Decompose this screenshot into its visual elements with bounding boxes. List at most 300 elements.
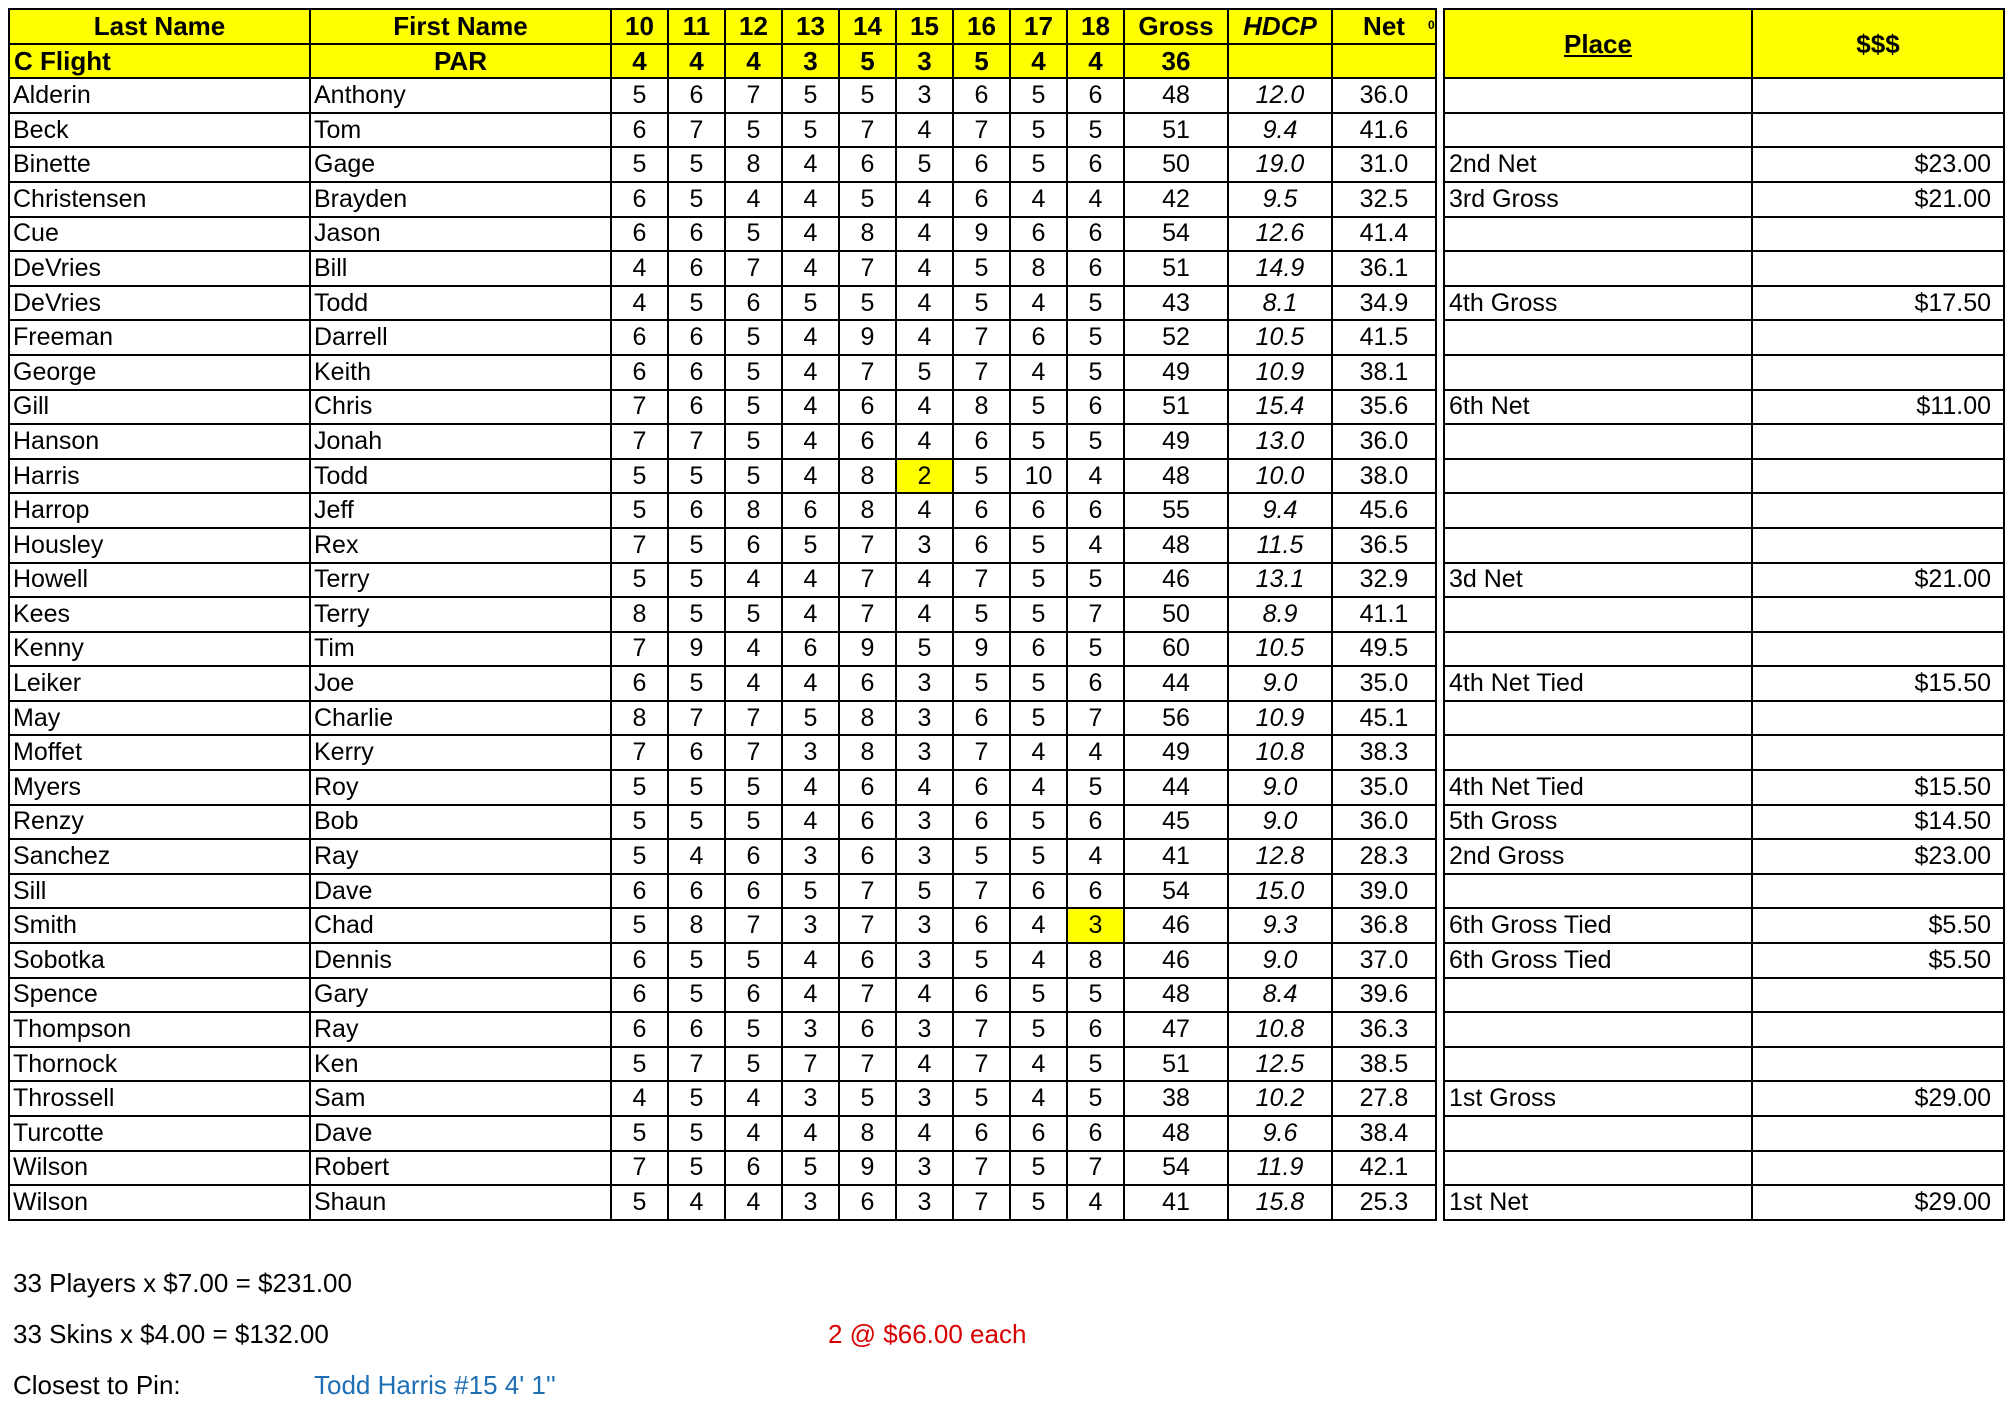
hole-score-cell: 4 — [1067, 182, 1124, 217]
hole-score-cell: 5 — [668, 1151, 725, 1186]
hdcp-cell: 9.0 — [1228, 805, 1332, 840]
hole-score-cell: 7 — [725, 251, 782, 286]
hole-score-cell: 5 — [782, 78, 839, 113]
payout-table-body — [1444, 9, 2004, 1220]
gross-cell: 50 — [1124, 147, 1228, 182]
hdcp-cell: 9.3 — [1228, 908, 1332, 943]
hole-score-cell: 9 — [839, 632, 896, 667]
first-name-cell: Roy — [310, 770, 611, 805]
hole-score-cell: 4 — [725, 563, 782, 598]
hole-score-cell: 5 — [1067, 978, 1124, 1013]
hole-score-cell: 4 — [896, 251, 953, 286]
hole-score-cell: 4 — [1010, 1081, 1067, 1116]
hole-score-cell: 6 — [1067, 493, 1124, 528]
last-name-cell: Leiker — [9, 666, 310, 701]
closest-value: Todd Harris #15 4' 1'' — [314, 1370, 556, 1400]
gross-cell: 51 — [1124, 113, 1228, 148]
money-cell — [1752, 1151, 2004, 1186]
hole-score-cell: 8 — [725, 493, 782, 528]
hdcp-cell: 9.5 — [1228, 182, 1332, 217]
gross-cell: 49 — [1124, 424, 1228, 459]
first-name-cell: Robert — [310, 1151, 611, 1186]
hole-score-cell: 6 — [668, 251, 725, 286]
payout-row — [1444, 1081, 2004, 1116]
par-value: 4 — [611, 44, 668, 79]
hole-score-cell: 6 — [782, 493, 839, 528]
hole-score-cell: 4 — [782, 563, 839, 598]
hole-score-cell: 4 — [725, 632, 782, 667]
place-cell: 3d Net — [1444, 563, 1752, 598]
players-line: 33 Players x $7.00 = $231.00 — [13, 1268, 352, 1298]
hdcp-cell: 10.5 — [1228, 632, 1332, 667]
hole-score-cell: 5 — [725, 424, 782, 459]
gross-cell: 46 — [1124, 908, 1228, 943]
first-name-cell: Jeff — [310, 493, 611, 528]
payout-row — [1444, 1185, 2004, 1220]
hole-score-cell: 6 — [953, 147, 1010, 182]
money-cell — [1752, 1012, 2004, 1047]
last-name-cell: Kenny — [9, 632, 310, 667]
hole-score-cell: 8 — [1010, 251, 1067, 286]
hole-score-cell: 4 — [896, 1047, 953, 1082]
hole-score-cell: 4 — [611, 251, 668, 286]
hole-score-cell: 5 — [953, 251, 1010, 286]
player-row — [9, 632, 1436, 667]
player-row — [9, 908, 1436, 943]
hole-score-cell: 3 — [782, 1012, 839, 1047]
money-cell — [1752, 1116, 2004, 1151]
last-name-cell: Thompson — [9, 1012, 310, 1047]
par-value: 4 — [1067, 44, 1124, 79]
net-cell: 38.0 — [1332, 459, 1436, 494]
player-row — [9, 1012, 1436, 1047]
par-value: 5 — [953, 44, 1010, 79]
hole-score-cell: 9 — [953, 217, 1010, 252]
hole-score-cell: 5 — [668, 1081, 725, 1116]
hole-header: 18 — [1067, 9, 1124, 44]
money-header: $$$ — [1752, 9, 2004, 78]
hole-score-cell: 5 — [1067, 1047, 1124, 1082]
hole-score-cell: 5 — [611, 1116, 668, 1151]
hole-score-cell: 4 — [782, 459, 839, 494]
net-cell: 49.5 — [1332, 632, 1436, 667]
place-cell — [1444, 597, 1752, 632]
player-row — [9, 251, 1436, 286]
hole-score-cell: 5 — [668, 805, 725, 840]
net-cell: 45.6 — [1332, 493, 1436, 528]
hole-score-cell: 4 — [1010, 770, 1067, 805]
place-cell — [1444, 874, 1752, 909]
money-cell — [1752, 459, 2004, 494]
score-table-body — [9, 9, 1436, 1220]
hole-score-cell: 6 — [839, 943, 896, 978]
last-name-cell: Throssell — [9, 1081, 310, 1116]
place-cell — [1444, 1116, 1752, 1151]
hole-score-cell: 8 — [839, 493, 896, 528]
first-name-cell: Anthony — [310, 78, 611, 113]
hole-score-cell: 4 — [1067, 459, 1124, 494]
hole-score-cell: 4 — [1010, 355, 1067, 390]
hole-score-cell: 5 — [782, 1151, 839, 1186]
player-row — [9, 770, 1436, 805]
hole-score-cell: 6 — [668, 1012, 725, 1047]
money-cell: $29.00 — [1752, 1081, 2004, 1116]
first-name-cell: Rex — [310, 528, 611, 563]
hole-score-cell: 7 — [782, 1047, 839, 1082]
net-cell: 38.3 — [1332, 735, 1436, 770]
player-row — [9, 528, 1436, 563]
net-cell: 28.3 — [1332, 839, 1436, 874]
hole-score-cell: 5 — [896, 874, 953, 909]
first-name-cell: Jonah — [310, 424, 611, 459]
money-cell — [1752, 528, 2004, 563]
hole-score-cell: 6 — [668, 874, 725, 909]
payout-row — [1444, 355, 2004, 390]
place-cell — [1444, 113, 1752, 148]
hdcp-cell: 11.5 — [1228, 528, 1332, 563]
hole-score-cell: 4 — [1010, 1047, 1067, 1082]
payout-row — [1444, 113, 2004, 148]
last-name-cell: Wilson — [9, 1151, 310, 1186]
gross-cell: 43 — [1124, 286, 1228, 321]
hole-score-cell: 7 — [725, 735, 782, 770]
player-row — [9, 217, 1436, 252]
place-cell — [1444, 355, 1752, 390]
player-row — [9, 147, 1436, 182]
hole-score-cell: 6 — [839, 839, 896, 874]
hdcp-cell: 10.8 — [1228, 735, 1332, 770]
hole-score-cell: 5 — [1067, 770, 1124, 805]
gross-cell: 56 — [1124, 701, 1228, 736]
net-cell: 35.0 — [1332, 770, 1436, 805]
hole-score-cell: 6 — [953, 1116, 1010, 1151]
hole-score-cell: 5 — [611, 1185, 668, 1220]
money-cell: $15.50 — [1752, 770, 2004, 805]
place-cell — [1444, 320, 1752, 355]
hole-score-cell: 5 — [1010, 424, 1067, 459]
hole-score-cell: 6 — [1010, 493, 1067, 528]
hole-score-cell: 5 — [953, 597, 1010, 632]
payout-row — [1444, 666, 2004, 701]
hole-score-cell: 5 — [782, 113, 839, 148]
money-cell — [1752, 978, 2004, 1013]
net-cell: 36.5 — [1332, 528, 1436, 563]
first-name-cell: Dave — [310, 1116, 611, 1151]
place-cell: 4th Gross — [1444, 286, 1752, 321]
hole-score-cell: 7 — [1067, 597, 1124, 632]
hole-score-cell: 6 — [611, 355, 668, 390]
hole-score-cell: 5 — [611, 1047, 668, 1082]
hdcp-cell: 10.8 — [1228, 1012, 1332, 1047]
gross-cell: 60 — [1124, 632, 1228, 667]
hole-score-cell: 4 — [896, 1116, 953, 1151]
hole-score-cell: 4 — [896, 424, 953, 459]
player-row — [9, 78, 1436, 113]
payout-row — [1444, 424, 2004, 459]
gross-cell: 41 — [1124, 839, 1228, 874]
hole-score-cell: 4 — [896, 978, 953, 1013]
hole-score-cell: 4 — [782, 355, 839, 390]
payout-row — [1444, 217, 2004, 252]
hole-header: 15 — [896, 9, 953, 44]
hole-score-cell: 6 — [668, 735, 725, 770]
score-table — [8, 8, 1437, 1221]
net-cell: 36.8 — [1332, 908, 1436, 943]
payout-row — [1444, 1151, 2004, 1186]
hole-score-cell: 5 — [1010, 113, 1067, 148]
net-cell: 41.4 — [1332, 217, 1436, 252]
hole-score-cell: 6 — [953, 78, 1010, 113]
hole-score-cell: 3 — [1067, 908, 1124, 943]
place-header-text: Place — [1564, 28, 1632, 59]
player-row — [9, 943, 1436, 978]
par-value: 3 — [782, 44, 839, 79]
hole-score-cell: 6 — [611, 874, 668, 909]
hole-score-cell: 4 — [896, 320, 953, 355]
hole-score-cell: 6 — [611, 1012, 668, 1047]
money-cell — [1752, 735, 2004, 770]
hole-score-cell: 4 — [896, 286, 953, 321]
hole-score-cell: 5 — [1010, 1185, 1067, 1220]
last-name-cell: Renzy — [9, 805, 310, 840]
hole-score-cell: 5 — [1010, 666, 1067, 701]
place-cell: 2nd Net — [1444, 147, 1752, 182]
player-row — [9, 320, 1436, 355]
money-cell — [1752, 320, 2004, 355]
place-cell: 1st Gross — [1444, 1081, 1752, 1116]
hole-score-cell: 5 — [896, 147, 953, 182]
hdcp-cell: 9.6 — [1228, 1116, 1332, 1151]
net-cell: 32.5 — [1332, 182, 1436, 217]
last-name-cell: Kees — [9, 597, 310, 632]
hole-score-cell: 5 — [668, 528, 725, 563]
hole-score-cell: 5 — [725, 355, 782, 390]
hole-score-cell: 3 — [896, 943, 953, 978]
player-row — [9, 286, 1436, 321]
player-row — [9, 459, 1436, 494]
hdcp-cell: 10.5 — [1228, 320, 1332, 355]
net-cell: 36.3 — [1332, 1012, 1436, 1047]
place-cell — [1444, 978, 1752, 1013]
first-name-cell: Keith — [310, 355, 611, 390]
hole-score-cell: 5 — [611, 839, 668, 874]
net-cell: 39.0 — [1332, 874, 1436, 909]
hole-score-cell: 4 — [782, 770, 839, 805]
money-cell: $15.50 — [1752, 666, 2004, 701]
hole-score-cell: 7 — [668, 424, 725, 459]
payout-row — [1444, 839, 2004, 874]
hole-score-cell: 5 — [725, 805, 782, 840]
hole-score-cell: 6 — [839, 1185, 896, 1220]
hole-score-cell: 4 — [782, 597, 839, 632]
net-cell: 39.6 — [1332, 978, 1436, 1013]
hole-score-cell: 3 — [896, 1151, 953, 1186]
gross-header: Gross — [1124, 9, 1228, 44]
hole-score-cell: 7 — [611, 390, 668, 425]
player-row — [9, 666, 1436, 701]
hole-score-cell: 3 — [896, 839, 953, 874]
last-name-cell: Harrop — [9, 493, 310, 528]
hole-score-cell: 5 — [1010, 805, 1067, 840]
money-cell — [1752, 355, 2004, 390]
hole-score-cell: 8 — [725, 147, 782, 182]
money-cell — [1752, 1047, 2004, 1082]
hole-score-cell: 7 — [839, 528, 896, 563]
hdcp-cell: 9.4 — [1228, 493, 1332, 528]
hdcp-cell: 12.5 — [1228, 1047, 1332, 1082]
hole-score-cell: 7 — [668, 113, 725, 148]
hole-score-cell: 6 — [611, 978, 668, 1013]
hole-score-cell: 6 — [953, 805, 1010, 840]
hole-score-cell: 7 — [611, 1151, 668, 1186]
hole-score-cell: 6 — [839, 390, 896, 425]
place-cell: 4th Net Tied — [1444, 770, 1752, 805]
gross-cell: 48 — [1124, 78, 1228, 113]
net-cell: 31.0 — [1332, 147, 1436, 182]
hole-score-cell: 5 — [1067, 355, 1124, 390]
first-name-cell: Todd — [310, 459, 611, 494]
hole-score-cell: 7 — [1067, 1151, 1124, 1186]
last-name-cell: Spence — [9, 978, 310, 1013]
net-cell: 38.4 — [1332, 1116, 1436, 1151]
hole-score-cell: 3 — [782, 735, 839, 770]
hdcp-cell: 8.4 — [1228, 978, 1332, 1013]
hole-score-cell: 3 — [896, 1081, 953, 1116]
hole-score-cell: 5 — [1067, 113, 1124, 148]
place-cell: 6th Gross Tied — [1444, 943, 1752, 978]
payout-row — [1444, 286, 2004, 321]
hole-score-cell: 4 — [896, 182, 953, 217]
payout-row — [1444, 770, 2004, 805]
hole-score-cell: 3 — [782, 1081, 839, 1116]
hole-score-cell: 5 — [668, 666, 725, 701]
hole-score-cell: 8 — [839, 459, 896, 494]
payout-row — [1444, 805, 2004, 840]
money-cell — [1752, 78, 2004, 113]
money-cell — [1752, 251, 2004, 286]
hole-score-cell: 5 — [668, 978, 725, 1013]
player-row — [9, 805, 1436, 840]
hole-score-cell: 4 — [782, 978, 839, 1013]
first-name-cell: Gary — [310, 978, 611, 1013]
first-name-cell: Terry — [310, 563, 611, 598]
hole-score-cell: 5 — [725, 459, 782, 494]
hole-score-cell: 4 — [782, 217, 839, 252]
hole-score-cell: 7 — [839, 908, 896, 943]
hole-score-cell: 6 — [839, 424, 896, 459]
last-name-cell: Freeman — [9, 320, 310, 355]
player-row — [9, 563, 1436, 598]
hole-score-cell: 7 — [725, 908, 782, 943]
last-name-cell: Christensen — [9, 182, 310, 217]
hole-header: 11 — [668, 9, 725, 44]
player-row — [9, 839, 1436, 874]
player-row — [9, 1081, 1436, 1116]
hole-score-cell: 8 — [668, 908, 725, 943]
hole-score-cell: 5 — [1010, 701, 1067, 736]
hole-score-cell: 7 — [953, 1012, 1010, 1047]
first-name-cell: Jason — [310, 217, 611, 252]
hdcp-cell: 14.9 — [1228, 251, 1332, 286]
hole-score-cell: 3 — [896, 528, 953, 563]
payout-row — [1444, 78, 2004, 113]
gross-cell: 51 — [1124, 251, 1228, 286]
hole-score-cell: 6 — [1010, 874, 1067, 909]
money-cell: $23.00 — [1752, 839, 2004, 874]
hole-score-cell: 7 — [953, 1185, 1010, 1220]
hole-score-cell: 5 — [1010, 528, 1067, 563]
hole-score-cell: 4 — [1067, 735, 1124, 770]
hole-score-cell: 8 — [953, 390, 1010, 425]
money-cell: $14.50 — [1752, 805, 2004, 840]
hole-score-cell: 5 — [1010, 597, 1067, 632]
last-name-cell: Cue — [9, 217, 310, 252]
gross-cell: 44 — [1124, 666, 1228, 701]
last-name-cell: Smith — [9, 908, 310, 943]
par-value: 4 — [668, 44, 725, 79]
gross-cell: 42 — [1124, 182, 1228, 217]
hdcp-cell: 10.0 — [1228, 459, 1332, 494]
player-row — [9, 424, 1436, 459]
hole-score-cell: 5 — [839, 182, 896, 217]
gross-cell: 46 — [1124, 563, 1228, 598]
player-row — [9, 874, 1436, 909]
first-name-cell: Dave — [310, 874, 611, 909]
hole-score-cell: 7 — [611, 528, 668, 563]
hole-score-cell: 5 — [1067, 1081, 1124, 1116]
hole-score-cell: 9 — [953, 632, 1010, 667]
hole-score-cell: 4 — [782, 666, 839, 701]
payout-row — [1444, 978, 2004, 1013]
hole-score-cell: 6 — [668, 78, 725, 113]
hole-score-cell: 5 — [725, 770, 782, 805]
net-cell: 35.0 — [1332, 666, 1436, 701]
hole-score-cell: 6 — [1067, 251, 1124, 286]
last-name-cell: Sanchez — [9, 839, 310, 874]
payout-row — [1444, 701, 2004, 736]
hole-score-cell: 3 — [782, 839, 839, 874]
hole-score-cell: 6 — [839, 666, 896, 701]
hole-score-cell: 6 — [668, 355, 725, 390]
hole-score-cell: 6 — [1067, 390, 1124, 425]
last-name-cell: Beck — [9, 113, 310, 148]
hole-score-cell: 7 — [839, 1047, 896, 1082]
hole-score-cell: 4 — [782, 251, 839, 286]
money-cell: $5.50 — [1752, 908, 2004, 943]
hole-score-cell: 3 — [896, 666, 953, 701]
hole-score-cell: 5 — [896, 632, 953, 667]
net-cell: 35.6 — [1332, 390, 1436, 425]
hole-score-cell: 6 — [953, 701, 1010, 736]
hole-score-cell: 7 — [953, 1151, 1010, 1186]
hole-score-cell: 6 — [1067, 805, 1124, 840]
hole-score-cell: 6 — [725, 839, 782, 874]
place-cell: 2nd Gross — [1444, 839, 1752, 874]
first-name-cell: Shaun — [310, 1185, 611, 1220]
hole-score-cell: 4 — [896, 493, 953, 528]
first-name-cell: Darrell — [310, 320, 611, 355]
hdcp-cell: 9.0 — [1228, 666, 1332, 701]
flight-label: C Flight — [9, 44, 310, 79]
hole-score-cell: 3 — [896, 78, 953, 113]
first-name-cell: Charlie — [310, 701, 611, 736]
place-cell — [1444, 632, 1752, 667]
hole-header: 17 — [1010, 9, 1067, 44]
hole-score-cell: 8 — [839, 217, 896, 252]
last-name-cell: George — [9, 355, 310, 390]
place-cell: 3rd Gross — [1444, 182, 1752, 217]
hole-score-cell: 8 — [839, 1116, 896, 1151]
